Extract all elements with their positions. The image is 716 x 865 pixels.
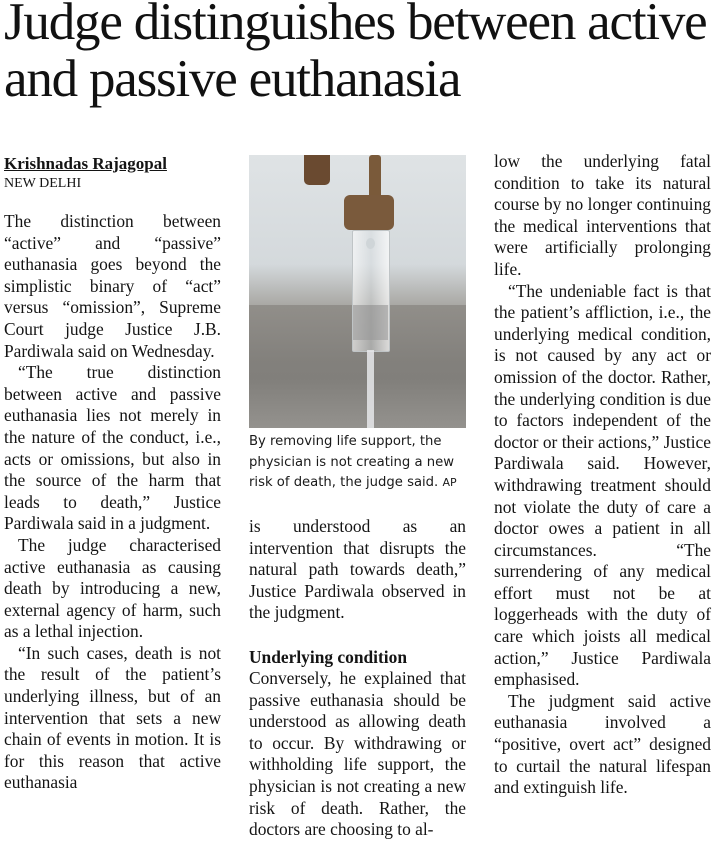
iv-tube	[367, 350, 374, 428]
paragraph: “The true distinction between active and passive euthanasia lies not merely in the nature of the conduct, i.e., acts or omissions, but also in the source of the harm that leads to death,” Justice Pardiwala said in a judgment.	[4, 362, 221, 534]
byline[interactable]: Krishnadas Rajagopal	[4, 154, 167, 173]
caption-text: By removing life support, the physician is not creating a new risk of death, the judge said.	[249, 434, 454, 490]
photo-caption	[249, 432, 466, 494]
subhead: Underlying condition	[249, 646, 407, 667]
dateline: NEW DELHI	[4, 176, 82, 191]
paragraph: “In such cases, death is not the result of the patient’s underlying illness, but of an intervention that sets a new chain of events in motion. It is for this reason that active euthanasia	[4, 642, 221, 793]
paragraph: is understood as an intervention that disrupts the natural path towards death,” Justice Pardiwala observed in the judgment.	[249, 516, 466, 623]
article-column-2	[249, 516, 466, 841]
iv-cap	[304, 155, 330, 185]
paragraph: low the underlying fatal condition to take its natural course by no longer continuing the medical interventions that were artificially prolonging life.	[494, 151, 711, 279]
drip-drop	[366, 238, 375, 249]
iv-drip-photo	[249, 155, 466, 428]
paragraph: The judgment said active euthanasia involved a “positive, overt act” designed to curtail the natural lifespan and extinguish life.	[494, 690, 711, 798]
headline: Judge distinguishes between active and passive euthanasia	[4, 0, 707, 108]
article-column-3	[494, 151, 711, 799]
paragraph: The judge characterised active euthanasia as causing death by introducing a new, external agency of harm, such as a lethal injection.	[4, 534, 221, 642]
paragraph: Conversely, he explained that passive euthanasia should be understood as allowing death to occur. By withdrawing or withholding life support, the physician is not creating a new risk of death. Rather, the doctors are choosing to al-	[249, 667, 466, 840]
paragraph: “The undeniable fact is that the patient’s affliction, i.e., the underlying medical condition, is not caused by any act or omission of the doctor. Rather, the underlying condition is due to factors independent of the doctor or their actions,” Justice Pardiwala said. However, withdrawing treatment should not violate the duty of care a doctor owes a patient in all circumstances. “The surrendering of any medical effort must not be at loggerheads with the duty of care which joists all medical action,” Justice Pardiwala emphasised.	[494, 280, 711, 690]
drip-chamber-cap	[344, 195, 394, 230]
photo-credit: AP	[442, 476, 457, 489]
article-column-1	[4, 151, 221, 794]
paragraph: The distinction between “active” and “passive” euthanasia goes beyond the simplistic binary of “act” versus “omission”, Supreme Court judge Justice J.B. Pardiwala said on Wednesday.	[4, 211, 221, 361]
drip-fluid	[353, 305, 388, 340]
